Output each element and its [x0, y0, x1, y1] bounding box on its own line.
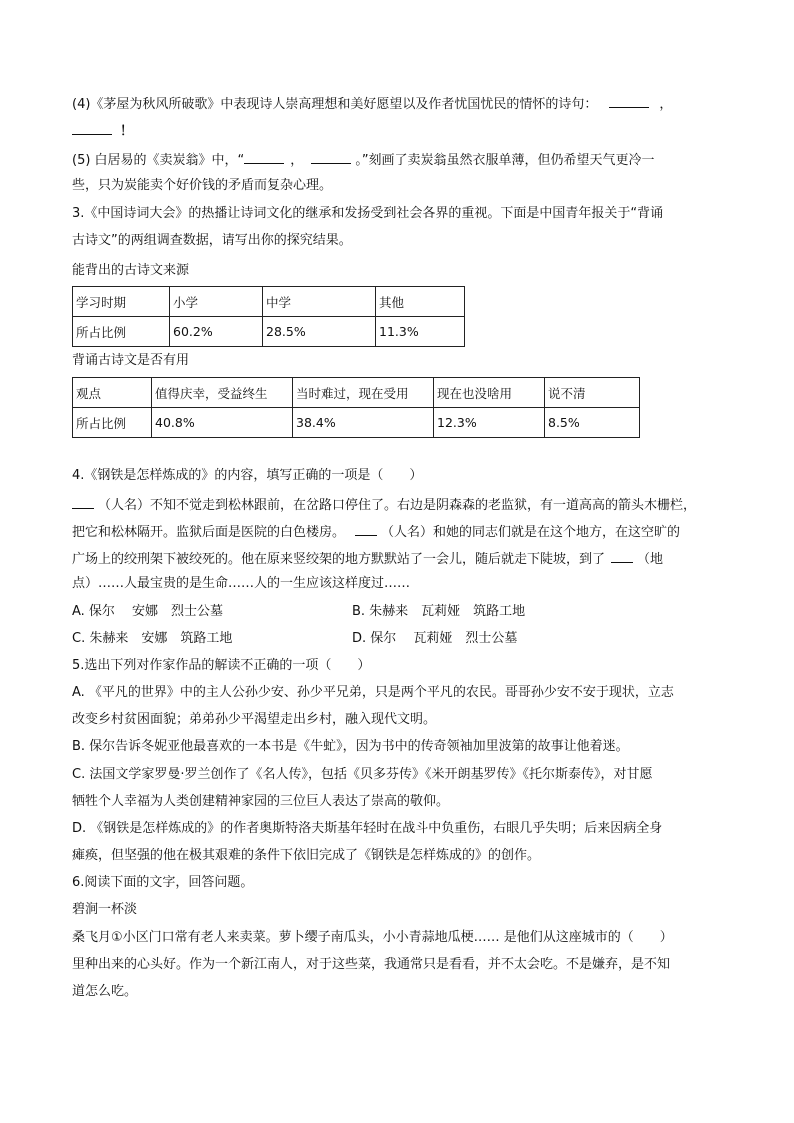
- question-2-4-line-1: [72, 93, 672, 114]
- table-cell: 8.5%: [545, 408, 640, 438]
- question-4-text: （地: [637, 552, 664, 567]
- question-2-5-text-a: (5) 白居易的《卖炭翁》中，“: [72, 153, 245, 168]
- table-cell: 观点: [73, 378, 152, 408]
- question-4-line-2: [72, 494, 696, 515]
- table-cell: 28.5%: [263, 317, 376, 347]
- table-header-row: [73, 378, 640, 408]
- comma: ，: [659, 97, 673, 112]
- option-d[interactable]: D. 保尔 瓦莉娅 烈士公墓: [352, 631, 518, 646]
- table-1-title: 能背出的古诗文来源: [72, 263, 190, 278]
- option-c[interactable]: C. 朱赫来 安娜 筑路工地: [72, 631, 233, 646]
- exclamation-mark: ！: [120, 124, 134, 139]
- table-cell: 11.3%: [376, 317, 465, 347]
- question-5-option-d-line-1[interactable]: D. 《钢铁是怎样炼成的》的作者奥斯特洛夫斯基年轻时在战斗中负重伤，右眼几乎失明；后来因病全身: [72, 821, 663, 836]
- question-2-5-line-1: [72, 149, 655, 170]
- answer-blank[interactable]: [311, 149, 351, 164]
- answer-blank[interactable]: [244, 149, 284, 164]
- table-cell: 现在也没啥用: [434, 378, 545, 408]
- survey-table-1: [72, 286, 465, 347]
- table-cell: 中学: [263, 287, 376, 317]
- table-cell: 所占比例: [73, 408, 152, 438]
- table-row: [73, 408, 640, 438]
- answer-blank[interactable]: [609, 93, 649, 108]
- question-4-text: （人名）和她的同志们就是在这个地方，在这空旷的: [381, 525, 681, 540]
- passage-line-2: 里种出来的心头好。作为一个新江南人，对于这些菜，我通常只是看看，并不太会吃。不是嫌弃，是不知: [72, 957, 671, 972]
- question-5-option-c-line-2: 牺牲个人幸福为人类创建精神家园的三位巨人表达了崇高的敬仰。: [72, 794, 450, 809]
- question-2-5-line-2: 些，只为炭能卖个好价钱的矛盾而复杂心理。: [72, 178, 333, 193]
- question-4-line-4: [72, 548, 663, 569]
- table-cell: 值得庆幸，受益终生: [152, 378, 293, 408]
- question-5-line-1: 5.选出下列对作家作品的解读不正确的一项（ ）: [72, 658, 371, 673]
- question-4-line-3: [72, 521, 680, 542]
- table-cell: 学习时期: [73, 287, 170, 317]
- option-a[interactable]: A. 保尔 安娜 烈士公墓: [72, 604, 224, 619]
- table-cell: 小学: [170, 287, 263, 317]
- question-5-option-d-line-2: 瘫痪，但坚强的他在极其艰难的条件下依旧完成了《钢铁是怎样炼成的》的创作。: [72, 848, 541, 863]
- question-4-text: 广场上的绞刑架下被绞死的。他在原来竖绞架的地方默默站了一会儿，随后就走下陡坡，到了: [72, 552, 606, 567]
- answer-blank[interactable]: [611, 548, 633, 563]
- passage-line-3: 道怎么吃。: [72, 984, 138, 999]
- passage-line-1: 桑飞月①小区门口常有老人来卖菜。萝卜缨子南瓜头，小小青蒜地瓜梗…… 是他们从这座城市的（ ）: [72, 930, 673, 945]
- table-cell: 40.8%: [152, 408, 293, 438]
- question-4-line-1: 4.《钢铁是怎样炼成的》的内容，填写正确的一项是（ ）: [72, 468, 423, 483]
- table-cell: 说不清: [545, 378, 640, 408]
- question-4-text: （人名）不知不觉走到松林跟前，在岔路口停住了。右边是阴森森的老监狱，有一道高高的箭头木栅栏，: [98, 498, 697, 513]
- table-row: [73, 317, 465, 347]
- question-3-line-2: 古诗文”的两组调查数据，请写出你的探究结果。: [72, 233, 352, 248]
- table-cell: 60.2%: [170, 317, 263, 347]
- question-4-line-5: 点）……人最宝贵的是生命……人的一生应该这样度过……: [72, 576, 411, 591]
- question-5-option-c-line-1[interactable]: C. 法国文学家罗曼·罗兰创作了《名人传》，包括《贝多芬传》《米开朗基罗传》《托尔斯泰传》，对甘愿: [72, 767, 653, 782]
- table-cell: 38.4%: [293, 408, 434, 438]
- table-cell: 所占比例: [73, 317, 170, 347]
- question-4-text: 把它和松林隔开。监狱后面是医院的白色楼房。: [72, 525, 346, 540]
- question-2-4-text: (4)《茅屋为秋风所破歌》中表现诗人崇高理想和美好愿望以及作者忧国忧民的情怀的诗句：: [72, 97, 598, 112]
- option-b[interactable]: B. 朱赫来 瓦莉娅 筑路工地: [352, 604, 526, 619]
- answer-blank[interactable]: [355, 521, 377, 536]
- answer-blank[interactable]: [72, 494, 94, 509]
- answer-blank[interactable]: [72, 120, 112, 135]
- question-2-4-line-2: [72, 120, 133, 141]
- question-6-line-1: 6.阅读下面的文字，回答问题。: [72, 875, 254, 890]
- question-3-line-1: 3.《中国诗词大会》的热播让诗词文化的继承和发扬受到社会各界的重视。下面是中国青年报关于“背诵: [72, 206, 664, 221]
- comma: ，: [290, 153, 304, 168]
- table-cell: 当时难过，现在受用: [293, 378, 434, 408]
- table-cell: 12.3%: [434, 408, 545, 438]
- table-header-row: [73, 287, 465, 317]
- table-cell: 其他: [376, 287, 465, 317]
- question-2-5-text-c: 。”刻画了卖炭翁虽然衣服单薄，但仍希望天气更冷一: [355, 153, 655, 168]
- question-5-option-b[interactable]: B. 保尔告诉冬妮亚他最喜欢的一本书是《牛虻》，因为书中的传奇领袖加里波第的故事让他着迷。: [72, 739, 629, 754]
- survey-table-2: [72, 377, 640, 438]
- question-5-option-a-line-1[interactable]: A. 《平凡的世界》中的主人公孙少安、孙少平兄弟，只是两个平凡的农民。哥哥孙少安不安于现状，立志: [72, 685, 674, 700]
- passage-title: 碧涧一杯淡: [72, 902, 138, 917]
- table-2-title: 背诵古诗文是否有用: [72, 353, 190, 368]
- question-5-option-a-line-2: 改变乡村贫困面貌；弟弟孙少平渴望走出乡村，融入现代文明。: [72, 712, 437, 727]
